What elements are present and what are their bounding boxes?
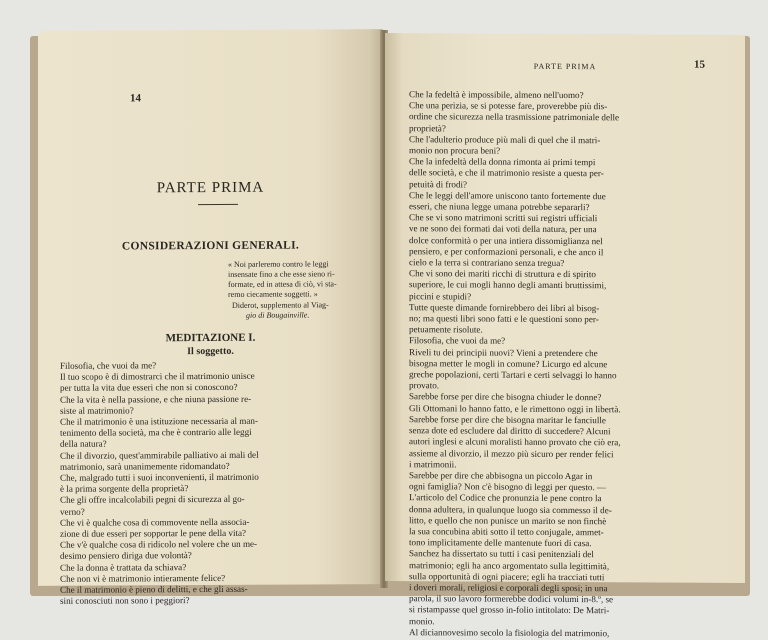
text-line: Sarebbe forse per dire che bisogna chiuder le donne? [409,391,602,403]
text-line: dolce conformità o per una intiera dissomiglianza nel [409,234,603,246]
text-line: provato. [409,380,440,391]
epigraph-source-line: Diderot, supplemento al Viag- [232,300,329,310]
subject-title: Il soggetto. [187,345,234,358]
text-line: Che le leggi dell'amore uniscono tanto fortemente due [409,190,606,202]
text-line: ve ne sono dei formati dai voti della natura, per una [409,223,597,235]
meditation-title: MEDITAZIONE I. [165,331,256,345]
text-line: sini conosciuti non sono i peggiori? [60,595,190,607]
epigraph-line: remo ciecamente soggetti. » [228,289,318,299]
left-page-number: 14 [130,92,141,105]
text-line: desimo pensiero diriga due volontà? [60,550,192,562]
text-line: Sarebbe forse per dire che bisogna maritar le fanciulle [409,414,606,426]
text-line: tenimento della società, ma che è contrario alle leggi [60,427,252,439]
text-line: Al diciannovesimo secolo la fisiologia del matrimonio, [409,626,610,638]
text-line: Che la vita è nella passione, e che niuna passione re- [60,393,252,405]
text-line: Riveli tu dei principii nuovi? Vieni a pretendere che [409,346,598,358]
text-line: i matrimonii. [409,458,457,470]
epigraph-source-line: gio di Bougainville. [246,310,310,320]
text-line: delle società, e che il matrimonio resiste a questa per- [409,167,604,179]
title-rule [198,204,238,205]
text-line: Che gli offre incalcolabili pegni di sicurezza al go- [60,494,245,506]
text-line: proprietà? [409,122,446,133]
epigraph-line: formate, ed in attesa di ciò, vi sta- [228,279,337,289]
text-line: la sua concubina abiti sotto il tetto conjugale, ammet- [409,526,604,538]
text-line: Che, malgrado tutti i suoi inconvenienti, il matrimonio [60,471,259,483]
text-line: assieme al divorzio, il mezzo più sicuro per render felici [409,447,614,459]
text-line: Che v'è qualche cosa di ridicolo nel volere che un me- [60,539,258,551]
text-line: sulla opportunità di ogni piacere; egli ha tracciati tutti [409,570,605,582]
left-page [38,29,383,607]
text-line: Tutte queste dimande fornirebbero dei libri al bisog- [409,302,600,314]
text-line: donna adultera, in qualunque luogo sia commesso il de- [409,503,612,515]
text-line: Gli Ottomani lo hanno fatto, e le rimettono oggi in libertà. [409,402,621,414]
text-line: Che vi è qualche cosa di commovente nella associa- [60,516,250,528]
text-line: no; ma questi libri sono fatti e le questioni sono per- [409,313,599,325]
text-line: petuamente risolute. [409,324,483,335]
text-line: senza dote ed escludere dal diritto di succedere? Alcuni [409,425,611,437]
text-line: parola, il suo lavoro formerebbe dodici volumi in-8.º, se [409,593,614,605]
text-line: Il tuo scopo è di dimostrarci che il matrimonio unisce [60,370,255,382]
text-line: Che vi sono dei mariti ricchi di struttura e di spirito [409,268,596,280]
text-line: ordine che sicurezza nella trasmissione patrimoniale delle [409,111,620,123]
text-line: Filosofia, che vuoi da me? [60,360,157,371]
text-line: matrimonio, sarà unanimemente ridomandato? [60,460,230,472]
text-line: della natura? [60,438,107,450]
right-page [385,33,745,638]
text-line: è la prima sorgente della proprietà? [60,483,189,495]
text-line: tono implicitamente delle mantenute fuori di casa. [409,537,592,549]
text-line: esseri, che niuna legge umana potrebbe separarli? [409,201,590,213]
text-line: greche popolazioni, certi Tartari e certi selvaggi lo hanno [409,369,617,381]
text-line: Che se vi sono matrimoni scritti sui registri ufficiali [409,212,598,224]
section-title: CONSIDERAZIONI GENERALI. [121,239,300,253]
text-line: monio non procura beni? [409,145,501,156]
text-line: Filosofia, che vuoi da me? [409,335,506,347]
text-line: cielo e la terra si contrariano senza tregua? [409,257,565,269]
left-body-text [60,359,378,607]
part-title: PARTE PRIMA [156,179,265,197]
text-line: per tutta la vita due esseri che non si conoscono? [60,382,238,394]
epigraph-line: « Noi parleremo contro le leggi [228,259,329,269]
text-line: superiore, le cui mogli hanno degli amanti bruttissimi, [409,279,607,291]
text-line: litto, e quello che non punisce un marito se non finchè [409,514,607,526]
text-line: pensiero, e per conformazioni personali, e che anco il [409,246,604,258]
text-line: Che il matrimonio è pieno di delitti, e che gli assas- [60,583,248,595]
text-line: Che una perizia, se si potesse fare, proverebbe più dis- [409,100,608,112]
running-head: PARTE PRIMA [533,61,597,72]
text-line: Che non vi è matrimonio intieramente felice? [60,572,226,584]
text-line: monio. [409,615,435,626]
text-line: Che il divorzio, quest'ammirabile palliativo ai mali del [60,449,259,461]
text-line: L'articolo del Codice che pronunzia le pene contro la [409,492,602,504]
text-line: Sanchez ha dissertato su tutti i casi penitenziali del [409,548,594,560]
text-line: matrimonio; egli ha anco argomentato sulla legittimità, [409,559,610,571]
text-line: Che la infedeltà della donna rimonta ai primi tempi [409,156,596,168]
right-page-number: 15 [694,58,705,71]
text-line: Sarebbe per dire che abbisogna un piccolo Agar in [409,470,593,482]
text-line: si ristampasse quel grosso in-folio intitolato: De Matri- [409,604,610,616]
text-line: Che la donna è trattata da schiava? [60,561,187,573]
text-line: Che la fedeltà è impossibile, almeno nell'uomo? [409,89,584,101]
text-line: i doveri morali, religiosi e corporali degli sposi; in una [409,582,608,594]
text-line: Che l'adulterio produce più mali di quel che il matri- [409,133,601,145]
text-line: Che il matrimonio è una istituzione necessaria al man- [60,415,258,427]
epigraph-source [228,300,378,321]
epigraph [228,259,378,321]
text-line: petuità di frodi? [409,178,468,190]
text-line: zione di due esseri per sopportar le pene della vita? [60,527,247,539]
right-body-text [409,89,731,640]
text-line: verno? [60,506,85,517]
text-line: siste al matrimonio? [60,405,134,416]
text-line: autori inglesi e alcuni moralisti hanno provato che ciò era, [409,436,621,448]
epigraph-line: insensate fino a che esse sieno ri- [228,269,335,279]
text-line: piccini e stupidi? [409,290,472,302]
text-line: bisogna metter le mogli in comune? Licurgo ed alcune [409,358,608,370]
text-line: ogni famiglia? Non c'è bisogno di leggi per questo. — [409,481,607,493]
